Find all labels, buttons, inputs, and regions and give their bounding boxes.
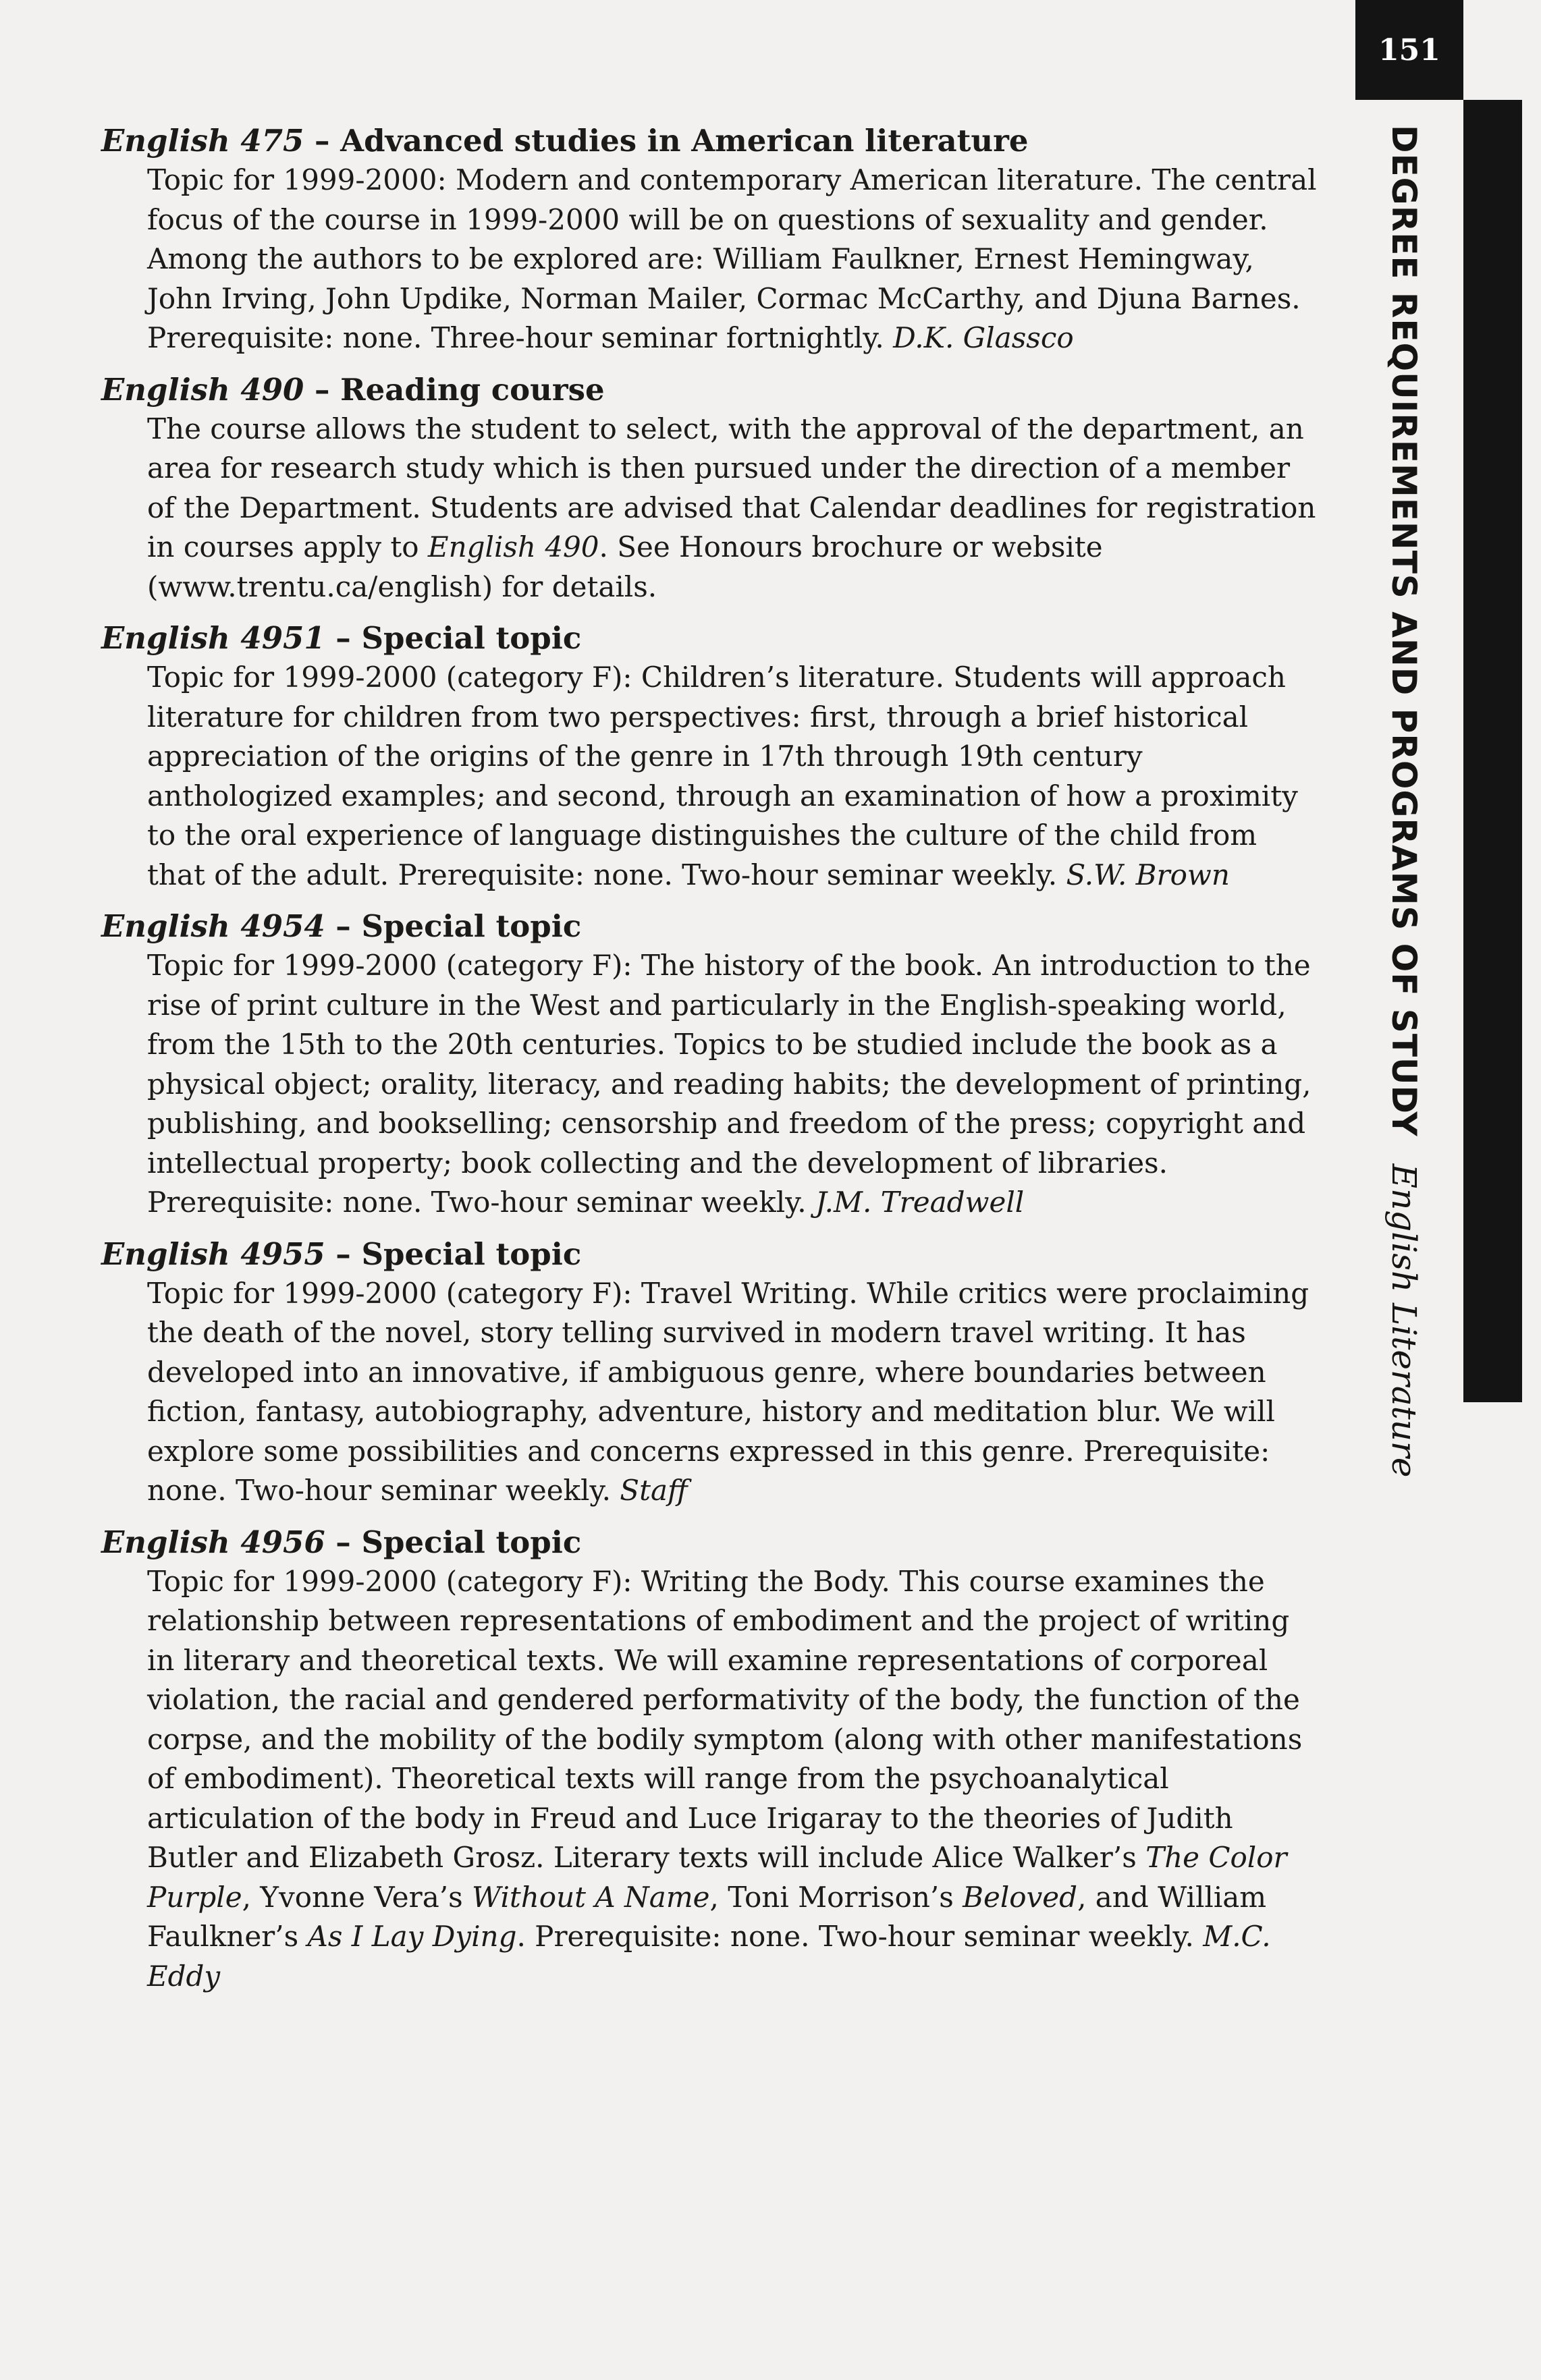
book-title: Without A Name: [472, 1880, 710, 1914]
course-code: English 475: [101, 123, 304, 159]
course-title: Special topic: [361, 1524, 582, 1560]
course-entry: [101, 370, 1323, 607]
heading-separator: –: [304, 371, 341, 408]
course-title: Reading course: [340, 371, 605, 408]
course-title: Special topic: [361, 1236, 582, 1272]
description-text: , Toni Morrison’s: [709, 1880, 963, 1914]
description-text: The course allows the student to select, with the approval of the department, an area for research study which is then pursued under the direction of a member of the Department. Students are advised that Calendar deadlines for registration in courses apply to: [147, 412, 1316, 563]
book-title: Beloved: [963, 1880, 1078, 1914]
book-title: The Color Purple: [147, 1841, 1287, 1914]
description-text: Topic for 1999-2000 (category F): Travel Writing. While critics were proclaiming the death of the novel, story telling survived in modern travel writing. It has developed into an innovative, if ambiguous genre, where boundaries between fiction, fantasy, autobiography, adventure, history and meditation blur. We will explore some possibilities and concerns expressed in this genre. Prerequisite: none. Two-hour seminar weekly.: [147, 1276, 1309, 1507]
course-entry: [101, 907, 1323, 1223]
course-code: English 4954: [101, 908, 325, 944]
heading-separator: –: [325, 908, 362, 944]
course-heading: [101, 1523, 1323, 1562]
course-entry: [101, 1523, 1323, 1997]
heading-separator: –: [325, 620, 362, 656]
course-title: Special topic: [361, 908, 582, 944]
description-text: . See Honours brochure or website (www.trentu.ca/english) for details.: [147, 530, 1103, 603]
course-heading: [101, 370, 1323, 410]
description-text: Topic for 1999-2000 (category F): Writing the Body. This course examines the relationship between representations of embodiment and the project of writing in literary and theoretical texts. We will examine representations of corporeal violation, the racial and gendered performativity of the body, the function of the corpse, and the mobility of the bodily symptom (along with other manifestations of embodiment). Theoretical texts will range from the psychoanalytical articulation of the body in Freud and Luce Irigaray to the theories of Judith Butler and Elizabeth Grosz. Literary texts will include Alice Walker’s: [147, 1564, 1303, 1874]
description-text: , Yvonne Vera’s: [242, 1880, 472, 1914]
course-code: English 490: [101, 371, 304, 408]
course-instructor: Staff: [620, 1474, 688, 1507]
description-text: . Prerequisite: none. Two-hour seminar weekly.: [516, 1920, 1194, 1953]
course-heading: [101, 619, 1323, 658]
page-number: 151: [1355, 0, 1463, 100]
description-text: , and William Faulkner’s: [147, 1880, 1267, 1953]
course-description: [147, 1274, 1323, 1511]
description-text: Topic for 1999-2000: Modern and contemporary American literature. The central focus of the course in 1999-2000 will be on questions of sexuality and gender. Among the authors to be explored are: William Faulkner, Ernest Hemingway, John Irving, John Updike, Norman Mailer, Cormac McCarthy, and Djuna Barnes. Prerequisite: none. Three-hour seminar fortnightly.: [147, 163, 1317, 354]
subsection-title: English Literature: [1384, 1163, 1424, 1478]
heading-separator: –: [325, 1236, 362, 1272]
side-tab-bar: [1463, 100, 1522, 1402]
course-heading: [101, 121, 1323, 161]
course-heading: [101, 907, 1323, 946]
course-instructor: J.M. Treadwell: [815, 1186, 1025, 1219]
heading-separator: –: [325, 1524, 362, 1560]
course-title: Special topic: [361, 620, 582, 656]
course-instructor: D.K. Glassco: [893, 321, 1074, 354]
section-title: DEGREE REQUIREMENTS AND PROGRAMS OF STUDY: [1384, 125, 1424, 1137]
course-description: [147, 410, 1323, 607]
course-code: English 4955: [101, 1236, 325, 1272]
side-heading: [1380, 125, 1428, 1478]
course-description: [147, 946, 1323, 1223]
course-description: [147, 1562, 1323, 1997]
course-entry: [101, 1235, 1323, 1511]
course-heading: [101, 1235, 1323, 1274]
course-title: Advanced studies in American literature: [340, 123, 1029, 159]
description-text: Topic for 1999-2000 (category F): Children’s literature. Students will approach literature for children from two perspectives: first, through a brief historical appreciation of the origins of the genre in 17th through 19th century anthologized examples; and second, through an examination of how a proximity to the oral experience of language distinguishes the culture of the child from that of the adult. Prerequisite: none. Two-hour seminar weekly.: [147, 661, 1298, 891]
course-instructor: M.C. Eddy: [147, 1920, 1271, 1993]
course-code: English 4951: [101, 620, 325, 656]
course-list: [101, 121, 1323, 2008]
course-description: [147, 658, 1323, 895]
course-description: [147, 161, 1323, 358]
course-entry: [101, 121, 1323, 358]
description-text: Topic for 1999-2000 (category F): The history of the book. An introduction to the rise of print culture in the West and particularly in the English-speaking world, from the 15th to the 20th centuries. Topics to be studied include the book as a physical object; orality, literacy, and reading habits; the development of printing, publishing, and bookselling; censorship and freedom of the press; copyright and intellectual property; book collecting and the development of libraries. Prerequisite: none. Two-hour seminar weekly.: [147, 949, 1312, 1219]
course-code: English 4956: [101, 1524, 325, 1560]
heading-separator: –: [304, 123, 341, 159]
book-title: As I Lay Dying: [307, 1920, 517, 1953]
description-italic: English 490: [427, 530, 599, 563]
course-instructor: S.W. Brown: [1066, 858, 1230, 891]
course-entry: [101, 619, 1323, 895]
